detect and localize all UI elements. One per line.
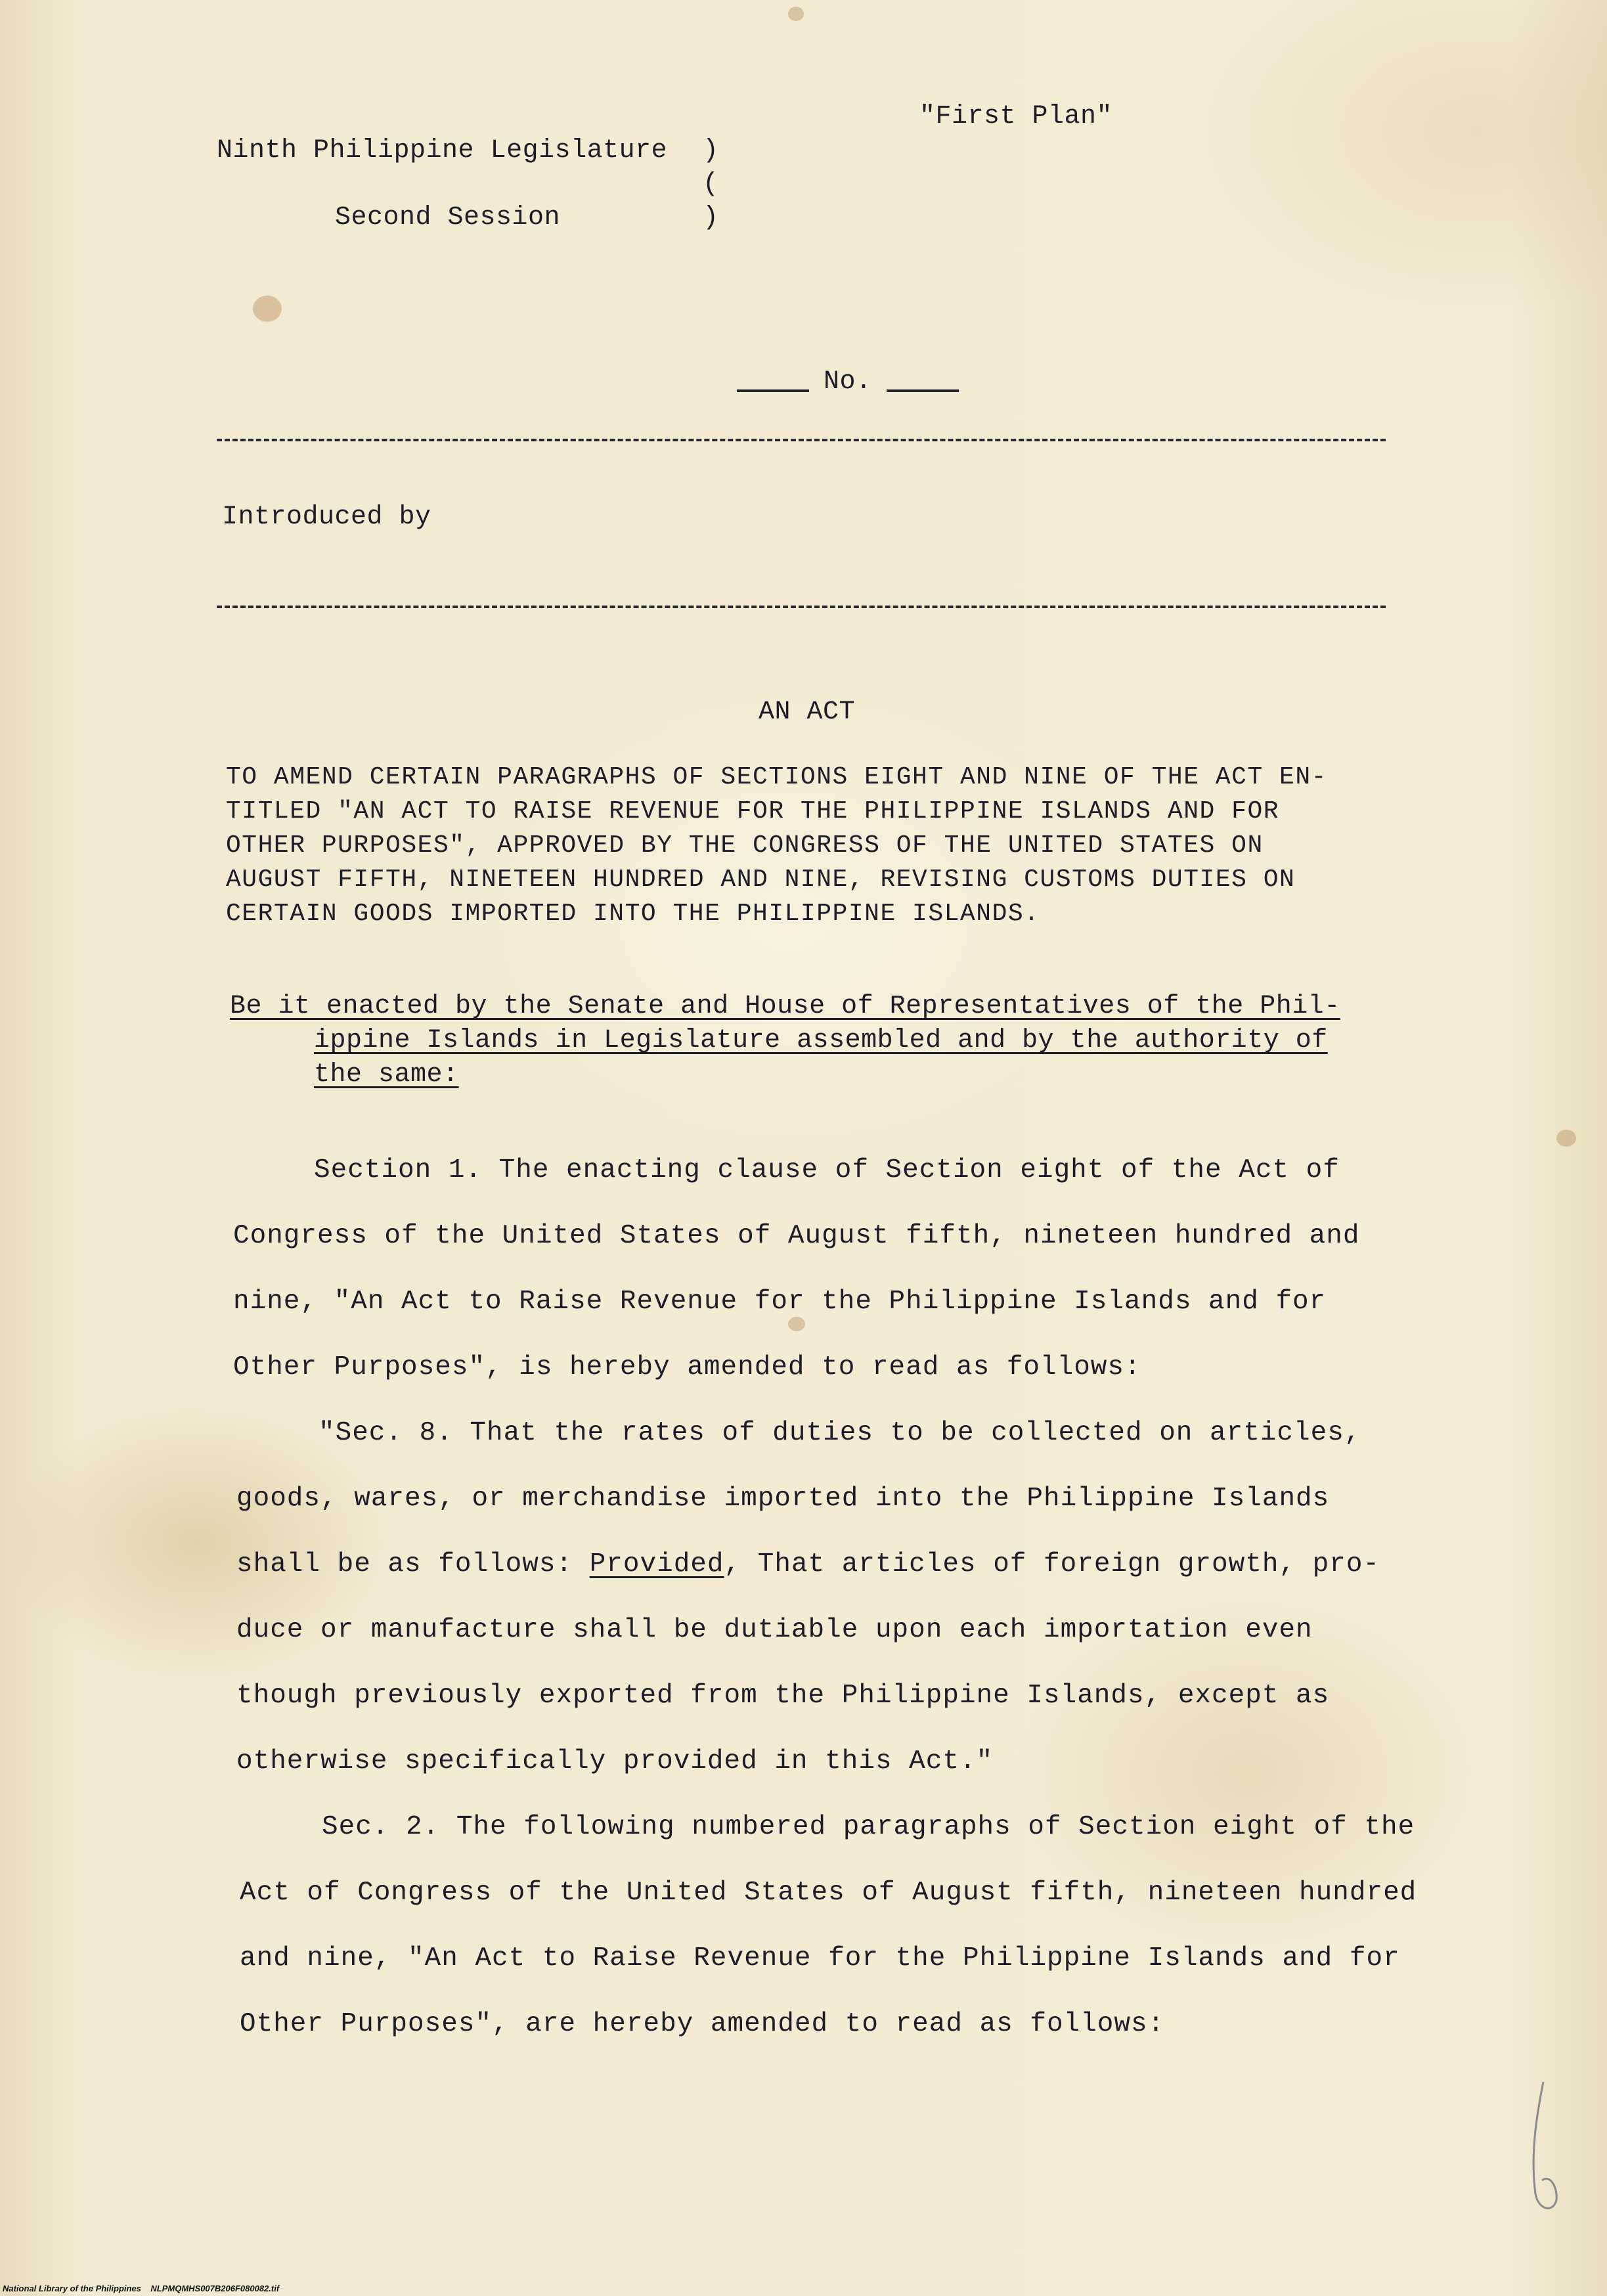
plan-label: "First Plan" (919, 102, 1113, 131)
archive-footer (3, 2284, 279, 2293)
stain-spot (253, 296, 282, 322)
act-heading: AN ACT (759, 697, 856, 727)
section1-line: Section 1. The enacting clause of Section eight of the Act of (314, 1155, 1340, 1185)
section1-line: Other Purposes", is hereby amended to read as follows: (233, 1352, 1141, 1382)
act-title-line: TO AMEND CERTAIN PARAGRAPHS OF SECTIONS EIGHT AND NINE OF THE ACT EN- (226, 763, 1327, 791)
provided-emphasis: Provided (589, 1549, 724, 1579)
library-name: National Library of the Philippines (3, 2284, 141, 2293)
introduced-by: Introduced by (222, 502, 431, 532)
act-title-line: TITLED "AN ACT TO RAISE REVENUE FOR THE PHILIPPINE ISLANDS AND FOR (226, 797, 1280, 826)
act-title-line: CERTAIN GOODS IMPORTED INTO THE PHILIPPINE ISLANDS. (226, 900, 1040, 928)
pencil-mark (1517, 2075, 1570, 2220)
section2-line: Act of Congress of the United States of August fifth, nineteen hundred (240, 1878, 1417, 1908)
file-id: NLPMQMHS007B206F080082.tif (150, 2284, 280, 2293)
sec8-line: goods, wares, or merchandise imported into the Philippine Islands (236, 1484, 1330, 1514)
stain-spot (788, 1317, 805, 1331)
sec8-text: , That articles of foreign growth, pro- (724, 1549, 1380, 1579)
sec8-line: duce or manufacture shall be dutiable upon each importation even (236, 1615, 1313, 1645)
bill-number (722, 369, 973, 395)
number-blank-right (887, 389, 959, 392)
act-title-line: OTHER PURPOSES", APPROVED BY THE CONGRESS OF THE UNITED STATES ON (226, 831, 1264, 860)
sec8-line: otherwise specifically provided in this Act." (236, 1746, 994, 1777)
dashed-rule-top (217, 439, 1386, 441)
sec8-line: though previously exported from the Philippine Islands, except as (236, 1681, 1330, 1711)
sec8-line (236, 1551, 1380, 1578)
sec8-line: "Sec. 8. That the rates of duties to be collected on articles, (319, 1418, 1361, 1448)
section1-line: nine, "An Act to Raise Revenue for the Philippine Islands and for (233, 1287, 1327, 1317)
number-label: No. (824, 367, 872, 397)
brace-middle: ( (703, 169, 719, 199)
number-blank-left (737, 389, 809, 392)
brace-bottom: ) (703, 203, 719, 232)
sec8-text: shall be as follows: (236, 1549, 590, 1579)
stain-spot (788, 7, 804, 21)
section2-line: Other Purposes", are hereby amended to read as follows: (240, 2009, 1165, 2039)
legislature-name: Ninth Philippine Legislature (217, 136, 668, 166)
section2-line: and nine, "An Act to Raise Revenue for the Philippine Islands and for (240, 1943, 1400, 1974)
enacting-clause-line: Be it enacted by the Senate and House of Representatives of the Phil- (230, 992, 1340, 1021)
dashed-rule-bottom (217, 606, 1386, 608)
enacting-clause-line: the same: (314, 1060, 459, 1090)
stain-spot (1556, 1130, 1576, 1147)
section1-line: Congress of the United States of August fifth, nineteen hundred and (233, 1221, 1360, 1251)
enacting-clause-line: ippine Islands in Legislature assembled and by the authority of (314, 1026, 1328, 1055)
session-name: Second Session (335, 203, 561, 232)
act-title-line: AUGUST FIFTH, NINETEEN HUNDRED AND NINE, REVISING CUSTOMS DUTIES ON (226, 866, 1296, 894)
section2-line: Sec. 2. The following numbered paragraphs of Section eight of the (322, 1812, 1415, 1842)
brace-top: ) (703, 136, 719, 166)
